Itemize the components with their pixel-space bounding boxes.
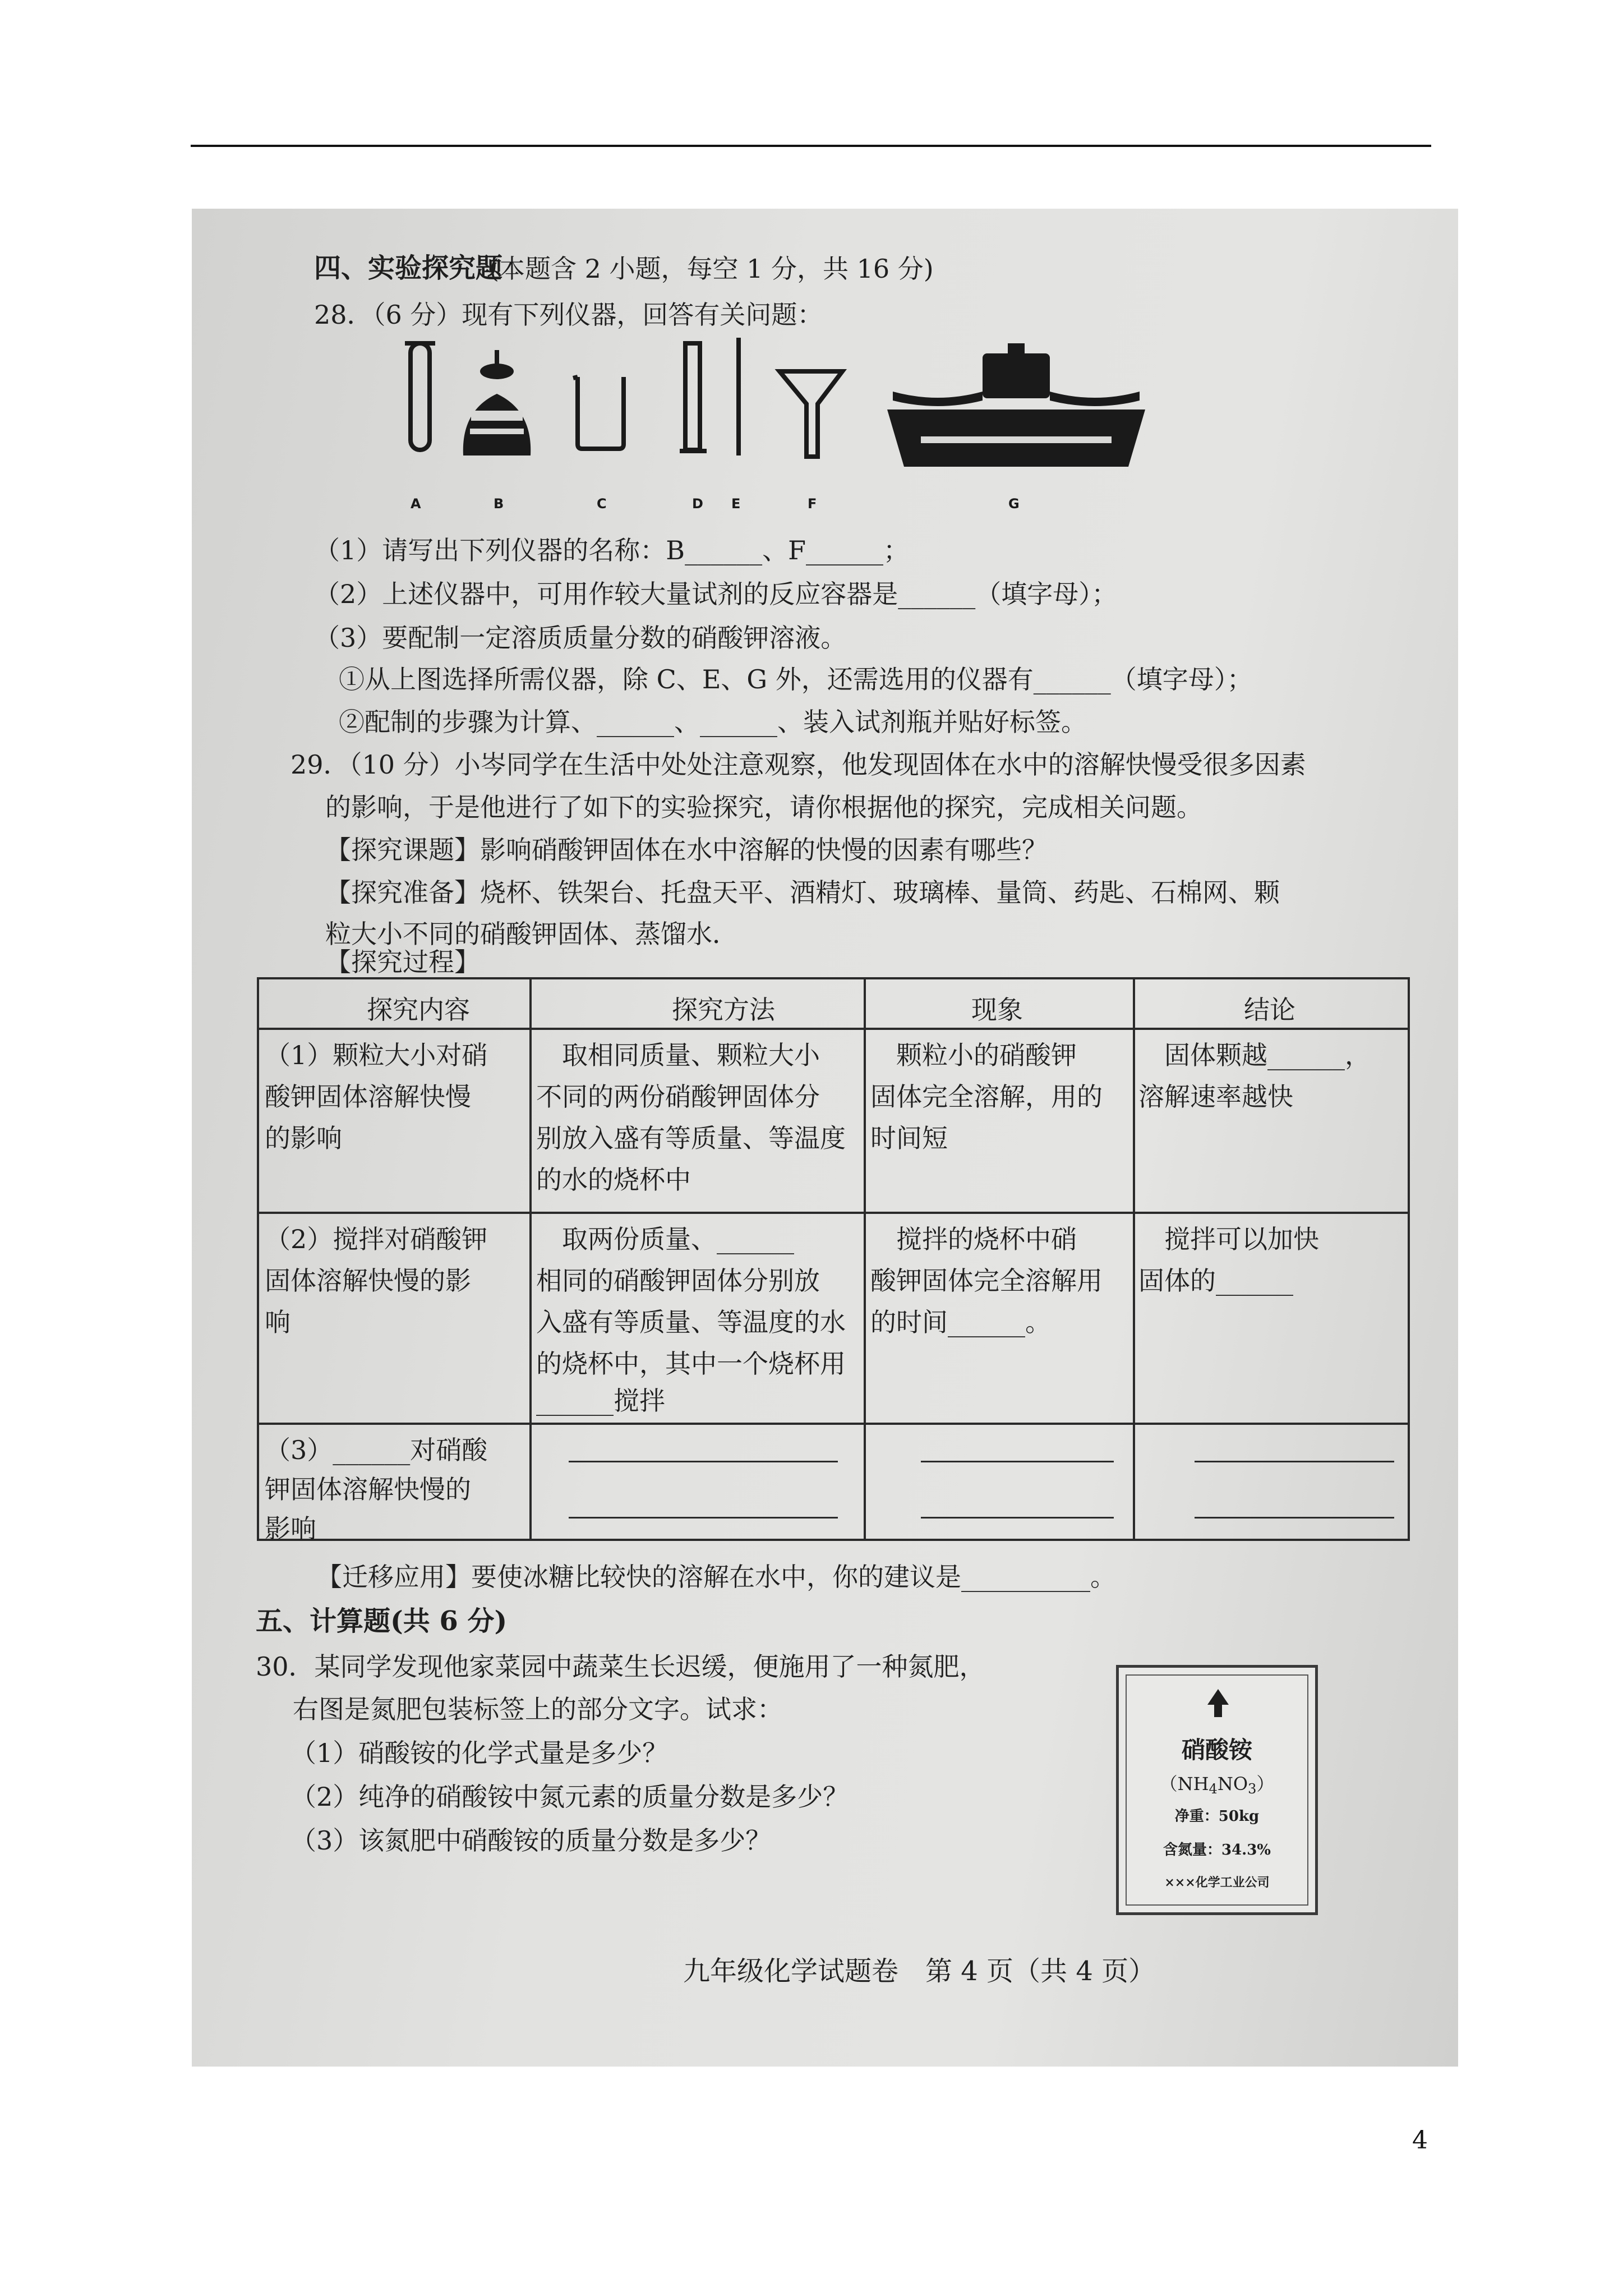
row1-method-line4: 的水的烧杯中 bbox=[536, 1165, 691, 1195]
q29-prep-line1: 【探究准备】烧杯、铁架台、托盘天平、酒精灯、玻璃棒、量筒、药匙、石棉网、颗 bbox=[325, 877, 1280, 908]
instrument-label-e: E bbox=[731, 496, 741, 512]
row1-phenomenon-line2: 固体完全溶解，用的 bbox=[870, 1082, 1103, 1112]
q28-part3b: ②配制的步骤为计算、______、______、装入试剂瓶并贴好标签。 bbox=[339, 707, 1087, 737]
row2-method-line3: 入盛有等质量、等温度的水 bbox=[536, 1307, 846, 1337]
q28-part2: （2）上述仪器中，可用作较大量试剂的反应容器是______（填字母）； bbox=[314, 579, 1118, 609]
section5-heading: 五、计算题(共 6 分) bbox=[256, 1605, 508, 1637]
table-header-phenomenon: 现象 bbox=[971, 995, 1023, 1025]
instrument-label-d: D bbox=[692, 496, 703, 512]
row1-content-line3: 的影响 bbox=[265, 1123, 342, 1153]
exam-page-photo bbox=[192, 209, 1458, 2067]
instrument-label-b: B bbox=[494, 496, 504, 512]
q28-part3a: ①从上图选择所需仪器，除 C、E、G 外，还需选用的仪器有______（填字母）； bbox=[339, 664, 1253, 694]
fertilizer-nitrogen-content: 含氮量：34.3% bbox=[1163, 1842, 1271, 1858]
fertilizer-label bbox=[1116, 1665, 1318, 1915]
row2-content-line1: （2）搅拌对硝酸钾 bbox=[265, 1224, 488, 1254]
row2-method-line2: 相同的硝酸钾固体分别放 bbox=[536, 1266, 820, 1296]
instruments-drawing bbox=[399, 338, 1274, 506]
row2-method-line1: 取两份质量、______ bbox=[536, 1224, 794, 1254]
fertilizer-net-weight: 净重：50kg bbox=[1174, 1808, 1260, 1825]
row2-content-line2: 固体溶解快慢的影 bbox=[265, 1266, 471, 1296]
row1-conclusion-line2: 溶解速率越快 bbox=[1138, 1082, 1293, 1112]
instrument-label-f: F bbox=[808, 496, 817, 512]
row3-content-line3: 影响 bbox=[265, 1513, 316, 1544]
section4-note: (本题含 2 小题，每空 1 分，共 16 分) bbox=[489, 254, 934, 284]
row3-method-blank1 bbox=[569, 1461, 838, 1462]
row2-conclusion-line1: 搅拌可以加快 bbox=[1138, 1224, 1319, 1254]
row1-phenomenon-line3: 时间短 bbox=[870, 1123, 948, 1153]
row2-phenomenon-line3: 的时间______。 bbox=[870, 1307, 1051, 1337]
row3-content-line2: 钾固体溶解快慢的 bbox=[265, 1474, 471, 1504]
q30-stem-line1: 30．某同学发现他家菜园中蔬菜生长迟缓，便施用了一种氮肥， bbox=[256, 1651, 985, 1682]
q30-part1: （1）硝酸铵的化学式量是多少？ bbox=[291, 1738, 668, 1768]
row3-phenomenon-blank1 bbox=[921, 1461, 1114, 1462]
instrument-label-g: G bbox=[1008, 496, 1020, 512]
q29-prep-line2: 粒大小不同的硝酸钾固体、蒸馏水． bbox=[325, 919, 738, 949]
row2-phenomenon-line1: 搅拌的烧杯中硝 bbox=[870, 1224, 1077, 1254]
q30-part3: （3）该氮肥中硝酸铵的质量分数是多少？ bbox=[291, 1825, 772, 1856]
q29-transfer: 【迁移应用】要使冰糖比较快的溶解在水中，你的建议是__________。 bbox=[316, 1562, 1116, 1592]
q29-stem-line1: 29．（10 分）小岑同学在生活中处处注意观察，他发现固体在水中的溶解快慢受很多因素 bbox=[291, 749, 1306, 780]
row1-conclusion-line1: 固体颗越______， bbox=[1138, 1040, 1371, 1070]
up-arrow-icon bbox=[1205, 1688, 1231, 1718]
row3-method-blank2 bbox=[569, 1517, 838, 1519]
q28-stem: 28．（6 分）现有下列仪器，回答有关问题： bbox=[314, 300, 823, 330]
section4-heading: 四、实验探究题 bbox=[314, 252, 503, 284]
q29-topic: 【探究课题】影响硝酸钾固体在水中溶解的快慢的因素有哪些？ bbox=[325, 835, 1048, 865]
row1-method-line2: 不同的两份硝酸钾固体分 bbox=[536, 1082, 820, 1112]
q29-process: 【探究过程】 bbox=[325, 947, 480, 977]
fertilizer-formula: $(NH_4NO_3)$ bbox=[1159, 1773, 1275, 1797]
q30-part2: （2）纯净的硝酸铵中氮元素的质量分数是多少？ bbox=[291, 1782, 849, 1812]
table-header-conclusion: 结论 bbox=[1244, 995, 1295, 1025]
row2-method-line5: ______搅拌 bbox=[536, 1386, 665, 1416]
header-rule bbox=[191, 145, 1431, 147]
row2-content-line3: 响 bbox=[265, 1307, 291, 1337]
row2-method-line4: 的烧杯中，其中一个烧杯用 bbox=[536, 1349, 846, 1379]
exam-footer: 九年级化学试题卷 第 4 页（共 4 页） bbox=[683, 1955, 1156, 1987]
table-header-content: 探究内容 bbox=[367, 995, 470, 1025]
instrument-label-c: C bbox=[597, 496, 607, 512]
fertilizer-name: 硝酸铵 bbox=[1181, 1736, 1252, 1764]
row1-content-line2: 酸钾固体溶解快慢 bbox=[265, 1082, 471, 1112]
row1-method-line3: 别放入盛有等质量、等温度 bbox=[536, 1123, 846, 1153]
row3-content-line1: （3）______对硝酸 bbox=[265, 1435, 488, 1465]
instrument-figure bbox=[399, 338, 1274, 512]
instrument-label-a: A bbox=[411, 496, 421, 512]
row1-method-line1: 取相同质量、颗粒大小 bbox=[536, 1040, 820, 1070]
q30-stem-line2: 右图是氮肥包装标签上的部分文字。试求： bbox=[293, 1694, 783, 1724]
page-number: 4 bbox=[1412, 2126, 1428, 2155]
q29-stem-line2: 的影响，于是他进行了如下的实验探究，请你根据他的探究，完成相关问题。 bbox=[325, 792, 1202, 822]
fertilizer-label-inner bbox=[1126, 1674, 1308, 1906]
row1-content-line1: （1）颗粒大小对硝 bbox=[265, 1040, 488, 1070]
row3-conclusion-blank2 bbox=[1195, 1517, 1394, 1519]
q28-part3: （3）要配制一定溶质质量分数的硝酸钾溶液。 bbox=[314, 623, 847, 653]
fertilizer-company: ×××化学工业公司 bbox=[1164, 1875, 1270, 1890]
row2-phenomenon-line2: 酸钾固体完全溶解用 bbox=[870, 1266, 1103, 1296]
table-header-method: 探究方法 bbox=[672, 995, 775, 1025]
q28-part1: （1）请写出下列仪器的名称：B______、F______； bbox=[314, 535, 909, 565]
inquiry-table bbox=[257, 977, 1410, 1544]
row3-phenomenon-blank2 bbox=[921, 1517, 1114, 1519]
row2-conclusion-line2: 固体的______ bbox=[1138, 1266, 1293, 1296]
row3-conclusion-blank1 bbox=[1195, 1461, 1394, 1462]
row1-phenomenon-line1: 颗粒小的硝酸钾 bbox=[870, 1040, 1077, 1070]
